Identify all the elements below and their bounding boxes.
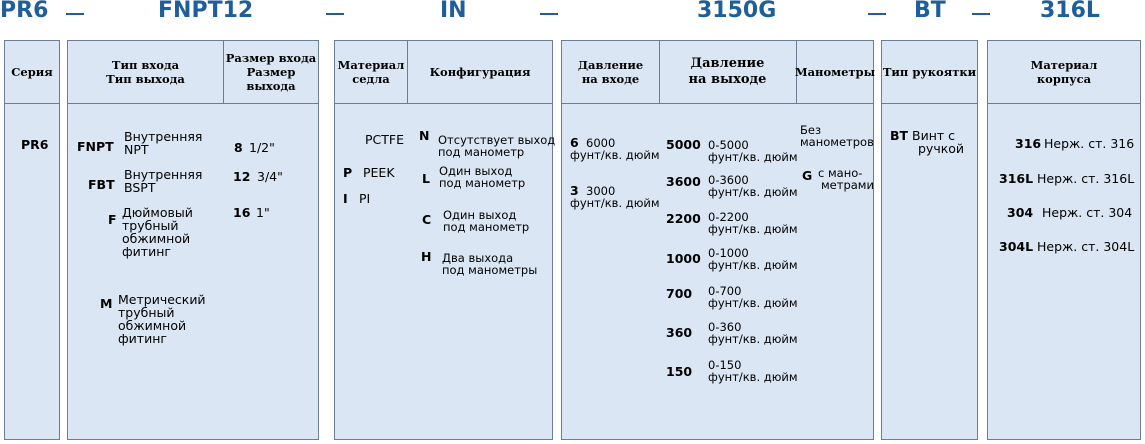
size-in-header: Размер входа <box>225 51 317 65</box>
code-connection: FNPT12 <box>158 0 254 23</box>
seat-config-header <box>335 41 552 104</box>
material-header-line1: Материал <box>1030 58 1098 72</box>
material-header-line2: корпуса <box>1036 72 1092 86</box>
code-material: 316L <box>1040 0 1100 23</box>
inlet-header-line2: на входе <box>581 72 640 86</box>
code-units: IN <box>440 0 467 23</box>
handle-header <box>882 41 977 104</box>
connection-panel: Тип входа Тип выхода Размер входа Размер выхода FNPT Внутренняя NPT FBT Внутренняя BSPT F Дюймовый трубный обжимной фитинг M Метрический трубный обжимной фитинг 8 1/2" 12 3/4" 16 1" <box>67 40 319 440</box>
code-separator <box>972 13 990 15</box>
code-separator <box>540 13 558 15</box>
code-separator <box>326 13 344 15</box>
type-in-header: Тип входа <box>111 58 180 72</box>
inlet-header-line1: Давление <box>577 58 644 72</box>
code-handle: BT <box>914 0 946 23</box>
seat-config-panel: Материал седла Конфигурация PCTFE P PEEK I PI N Отсутствует выход под манометр L Один выход под манометр C Один выход под манометр H Два выхода под манометры <box>334 40 553 440</box>
handle-header-label: Тип рукоятки <box>882 65 977 79</box>
connection-header <box>68 41 318 104</box>
type-out-header: Тип выхода <box>106 72 185 86</box>
handle-panel: Тип рукоятки BT Винт с ручкой <box>881 40 978 440</box>
series-value: PR6 <box>21 137 49 152</box>
series-panel <box>4 40 60 440</box>
config-header: Конфигурация <box>429 65 531 79</box>
code-series: PR6 <box>0 0 49 23</box>
size-out-header: Размер выхода <box>246 65 296 93</box>
code-pressure: 3150G <box>697 0 777 23</box>
pressure-header <box>562 41 876 104</box>
material-header <box>988 41 1140 104</box>
series-header-label: Серия <box>11 65 53 79</box>
series-header <box>5 41 59 104</box>
pressure-panel: Давление на входе Давление на выходе Манометры 6 6000 фунт/кв. дюйм 3 3000 фунт/кв. дюйм 5000 0-5000 фунт/кв. дюйм 3600 0-3600 фунт/кв. дюйм 2200 0-2200 фунт/кв. дюйм 1000 0-1000 фунт/кв. дюйм 700 0-700 фунт/кв. дюйм 360 0-360 фунт/кв. дюйм 150 0-150 фунт/кв. дюйм Без манометров G с мано- метрами <box>561 40 874 440</box>
outlet-header-line2: на выходе <box>688 72 767 87</box>
gauges-header: Манометры <box>794 65 876 79</box>
material-panel: Материал корпуса 316 Нерж. ст. 316 316L Нерж. ст. 316L 304 Нерж. ст. 304 304L Нерж. ст. 304L <box>987 40 1141 440</box>
code-separator <box>868 13 886 15</box>
seat-header-line2: седла <box>352 72 390 86</box>
seat-header-line1: Материал <box>337 58 405 72</box>
code-separator <box>66 13 84 15</box>
outlet-header-line1: Давление <box>690 56 765 71</box>
